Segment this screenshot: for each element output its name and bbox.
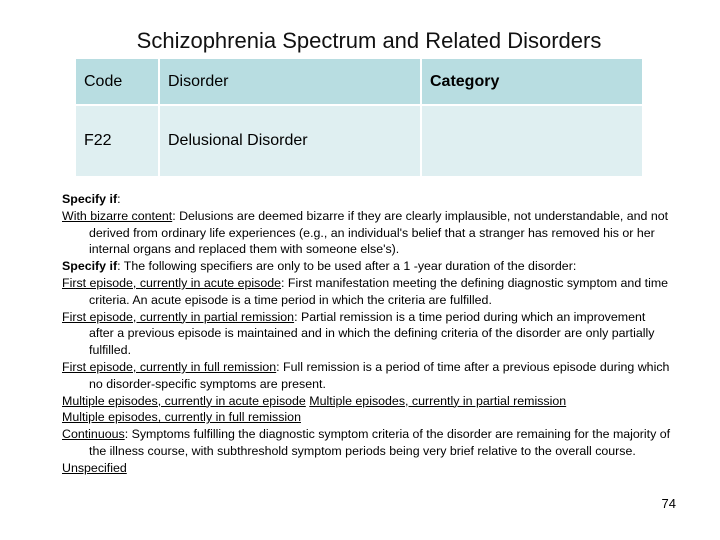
header-code: Code [76, 59, 160, 106]
note-multiple-full [62, 409, 672, 426]
note-text: : [117, 192, 121, 206]
note-continuous [62, 426, 672, 460]
note-text: : Full remission is a period of time after a previous episode during which no disorder-specific symptoms are present. [89, 359, 670, 391]
note-text: : Partial remission is a time period during which an improvement after a previous episode is maintained and in which the defining criteria of the disorder are only partially fulfilled. [89, 309, 655, 358]
specify-label: Specify if [62, 192, 118, 206]
header-disorder: Disorder [160, 59, 422, 106]
note-text: : First manifestation meeting the defining diagnostic symptom and time criteria. An acute episode is a time period in which the criteria are fulfilled. [89, 275, 669, 307]
note-first-acute [62, 275, 672, 309]
specifier-notes [62, 191, 672, 477]
note-text: : The following specifiers are only to be used after a 1 -year duration of the disorder: [117, 259, 577, 274]
cell-code: F22 [76, 106, 160, 178]
note-text: : Symptoms fulfilling the diagnostic symptom criteria of the disorder are remaining for the majority of the illness course, with subthreshold symptom periods being very brief relative to the overall course. [89, 427, 671, 458]
note-specify-if [62, 191, 672, 208]
note-term: Unspecified [62, 460, 127, 475]
note-term: First episode, currently in full remission [62, 359, 277, 374]
cell-category [422, 106, 642, 178]
header-category: Category [422, 59, 642, 106]
specify-label: Specify if [62, 259, 118, 274]
disorder-table [76, 59, 642, 178]
note-multiple-acute-partial [62, 393, 672, 410]
table-header-row [76, 59, 642, 106]
note-term: Multiple episodes, currently in full remission [62, 410, 301, 425]
cell-disorder: Delusional Disorder [160, 106, 422, 178]
note-text: : Delusions are deemed bizarre if they are clearly implausible, not understandable, and not derived from ordinary life experiences (e.g., an individual's belief that a stranger has removed his or her internal organs and replaced them with someone else's). [89, 208, 669, 257]
note-term: Multiple episodes, currently in partial remission [309, 393, 567, 408]
note-term: Multiple episodes, currently in acute episode [62, 393, 306, 408]
note-specify-duration [62, 258, 672, 275]
note-term: First episode, currently in acute episode [62, 275, 282, 290]
note-bizarre-content [62, 208, 672, 258]
note-first-full [62, 359, 672, 393]
note-unspecified [62, 460, 672, 477]
table-row [76, 106, 642, 178]
note-first-partial [62, 309, 672, 359]
page-number: 74 [661, 496, 676, 511]
page-title: Schizophrenia Spectrum and Related Disorders [136, 28, 602, 53]
note-term: Continuous [62, 427, 125, 442]
note-term: With bizarre content [62, 208, 173, 223]
note-term: First episode, currently in partial remission [62, 309, 295, 324]
